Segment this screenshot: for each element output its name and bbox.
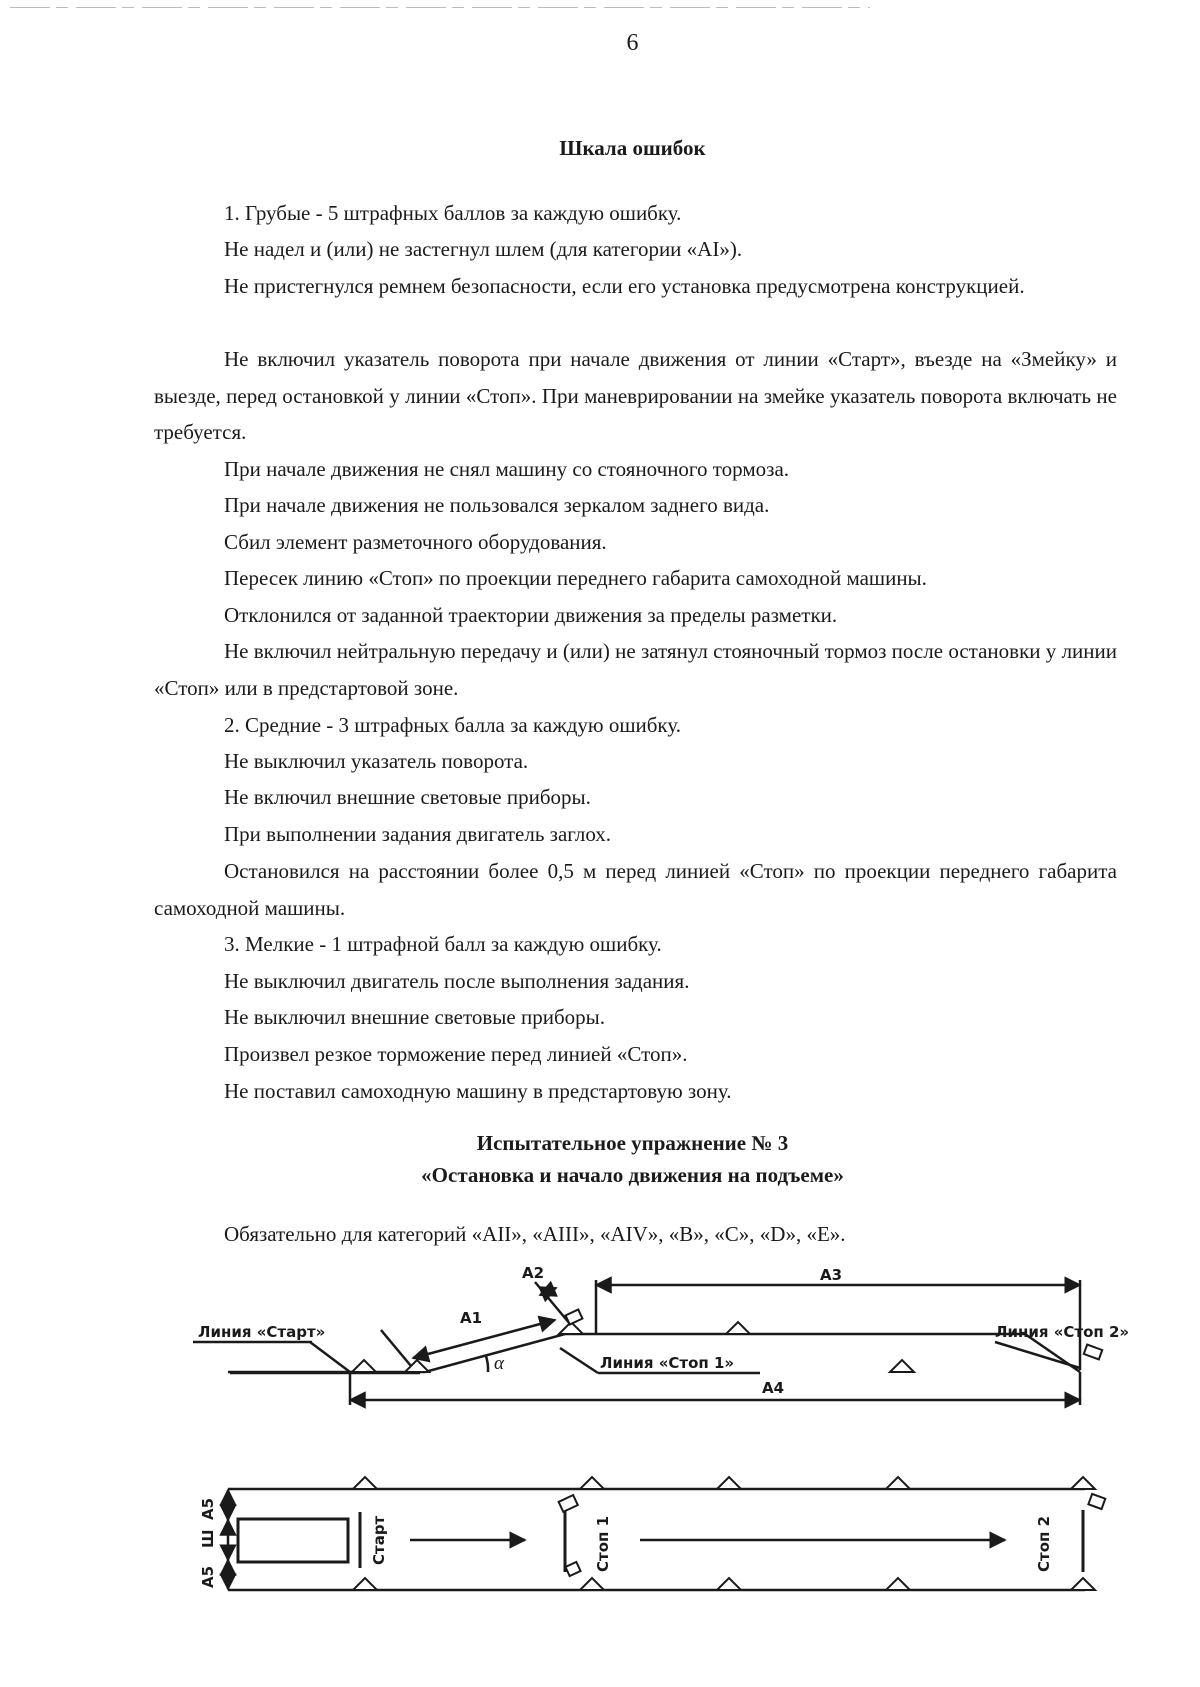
label-alpha: α: [494, 1353, 504, 1374]
paragraph: Не надел и (или) не застегнул шлем (для категории «AI»).: [224, 237, 743, 261]
stop2-line-pointer: [995, 1342, 1080, 1368]
slope-profile-diagram: [0, 1250, 1200, 1440]
paragraph: При начале движения не снял машину со стояночного тормоза.: [224, 457, 790, 481]
paragraph: При выполнении задания двигатель заглох.: [224, 822, 612, 846]
paragraph: Отклонился от заданной траектории движения за пределы разметки.: [224, 603, 838, 627]
plan-view-diagram: [0, 1460, 1200, 1605]
flag-marker: [1088, 1494, 1105, 1509]
flag-marker: [1084, 1345, 1102, 1360]
cone-marker: [1071, 1477, 1095, 1489]
cone-marker: [353, 1578, 377, 1590]
paragraph: Пересек линию «Стоп» по проекции переднего габарита самоходной машины.: [224, 566, 927, 590]
cone-marker: [1071, 1578, 1095, 1590]
exercise-subtitle: «Остановка и начало движения на подъеме»: [421, 1163, 844, 1187]
label-a2: А2: [522, 1264, 545, 1282]
paragraph: Сбил элемент разметочного оборудования.: [224, 530, 607, 554]
paragraph: Произвел резкое торможение перед линией «Стоп».: [224, 1042, 688, 1066]
flag-marker: [566, 1310, 583, 1325]
paragraph: 3. Мелкие - 1 штрафной балл за каждую ошибку.: [224, 932, 662, 956]
vehicle-rectangle: [238, 1519, 348, 1562]
start-line-pointer: [310, 1342, 350, 1372]
paragraph: 1. Грубые - 5 штрафных баллов за каждую ошибку.: [224, 201, 682, 225]
cone-marker: [352, 1360, 376, 1372]
cone-marker: [580, 1578, 604, 1590]
paragraph: Остановился на расстоянии более 0,5 м перед линией «Стоп» по проекции переднего габарита самоходной машины.: [154, 859, 1117, 920]
cone-marker: [580, 1477, 604, 1489]
cone-marker: [890, 1360, 914, 1372]
label-stop1: Стоп 1: [594, 1515, 612, 1572]
label-line-stop1: Линия «Стоп 1»: [600, 1354, 735, 1372]
label-line-start: Линия «Старт»: [198, 1323, 326, 1341]
label-a3: А3: [820, 1266, 843, 1284]
label-line-stop2: Линия «Стоп 2»: [995, 1323, 1130, 1341]
paragraph: Не включил нейтральную передачу и (или) не затянул стояночный тормоз после остановки у линии «Стоп» или в предстартовой зоне.: [154, 639, 1117, 700]
label-a4: А4: [762, 1379, 785, 1397]
dimension-a1-line: [413, 1320, 555, 1358]
page-number: 6: [626, 30, 639, 56]
cone-marker: [717, 1578, 741, 1590]
cone-marker: [886, 1477, 910, 1489]
paragraph: Не пристегнулся ремнем безопасности, если его установка предусмотрена конструкцией.: [224, 274, 1025, 298]
flag-marker: [559, 1495, 578, 1512]
paragraph: Не поставил самоходную машину в предстартовую зону.: [224, 1079, 732, 1103]
label-stop2: Стоп 2: [1035, 1515, 1053, 1572]
paragraph: Не включил указатель поворота при начале движения от линии «Старт», въезде на «Змейку» и выезде, перед остановкой у линии «Стоп». При маневрировании на змейке указатель поворота включать не требуется.: [154, 347, 1117, 444]
paragraph: Не выключил указатель поворота.: [224, 749, 529, 773]
label-a5-bottom: А5: [199, 1565, 217, 1588]
label-width: Ш: [199, 1529, 217, 1548]
cone-marker: [726, 1322, 750, 1334]
scan-artifact-line: [0, 6, 1200, 9]
section-title-error-scale: Шкала ошибок: [559, 136, 706, 160]
label-start: Старт: [370, 1515, 388, 1565]
label-a5-top: А5: [199, 1497, 217, 1520]
paragraph: Не выключил двигатель после выполнения задания.: [224, 969, 690, 993]
stop1-line-pointer: [560, 1348, 598, 1373]
paragraph: 2. Средние - 3 штрафных балла за каждую ошибку.: [224, 713, 681, 737]
cone-marker: [353, 1477, 377, 1489]
cone-marker: [717, 1477, 741, 1489]
cone-marker: [886, 1578, 910, 1590]
flag-marker: [565, 1562, 580, 1576]
paragraph: Не включил внешние световые приборы.: [224, 785, 591, 809]
exercise-title: Испытательное упражнение № 3: [476, 1131, 789, 1155]
paragraph: Обязательно для категорий «AII», «AIII», «AIV», «B», «C», «D», «E».: [224, 1222, 846, 1246]
paragraph: При начале движения не пользовался зеркалом заднего вида.: [224, 493, 770, 517]
paragraph: Не выключил внешние световые приборы.: [224, 1005, 606, 1029]
label-a1: А1: [460, 1309, 483, 1327]
